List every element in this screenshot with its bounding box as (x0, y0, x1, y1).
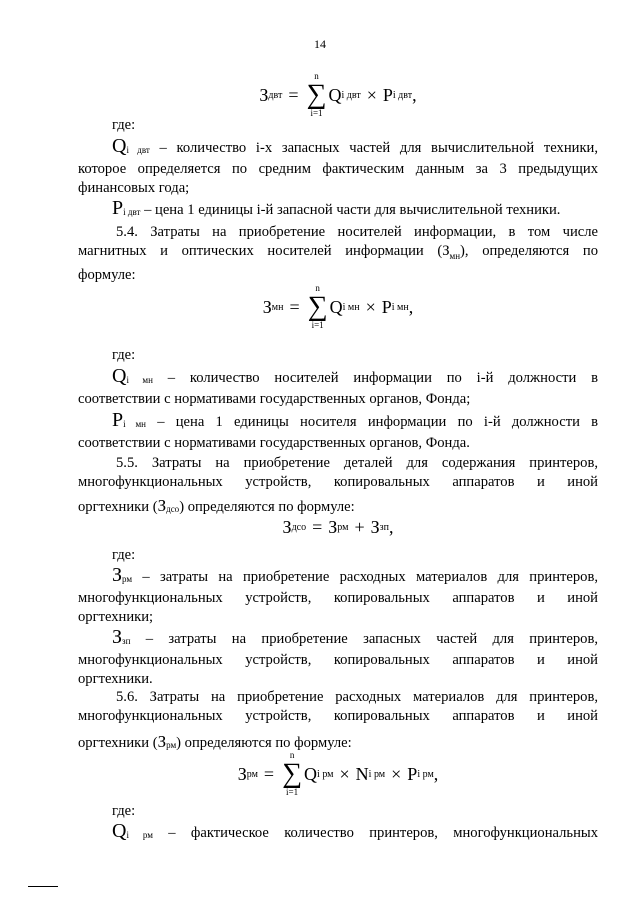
definition-q-dvt: $Q_{i двт}$ – количество i-х запасных частей для вычислительной техники, которое определяется по средним фактическим данным за 3 предыдущих финансовых года; (78, 135, 599, 196)
definition-p-dvt: $P_{i двт}$ – цена 1 единицы i-й запасной части для вычислительной техники. (112, 197, 561, 219)
definition-p-mn: $P_{i мн}$ – цена 1 единицы носителя информации по i-й должности в соответствии с нормативами государственных органов, Фонда. (78, 409, 598, 451)
formula-dso: З дсо = З рм + З зп , (282, 516, 394, 537)
footer-rule (28, 886, 58, 887)
page-number: 14 (314, 37, 326, 51)
formula-rm: З рм = n ∑ i=1 Q i рм × N i рм × P i рм , (237, 750, 439, 797)
sum-symbol: n ∑ i=1 (282, 750, 303, 797)
paragraph-5-4: 5.4. Затраты на приобретение носителей информации, в том числе магнитных и оптических носителей информации $(З_{мн})$, определяются по формуле: (78, 224, 598, 283)
where-label: где: (112, 547, 136, 563)
paragraph-5-6: 5.6. Затраты на приобретение расходных материалов для принтеров, многофункциональных устройств, копировальных аппаратов и иной оргтехники $(З_{рм})$ определяются по формуле: (78, 689, 598, 751)
sum-symbol: n ∑ i=1 (306, 71, 327, 118)
formula-mn: З мн = n ∑ i=1 Q i мн × P i мн , (262, 283, 414, 330)
where-label: где: (112, 803, 136, 819)
paragraph-5-5: 5.5. Затраты на приобретение деталей для содержания принтеров, многофункциональных устройств, копировальных аппаратов и иной оргтехники $(З_{дсо})$ определяются по формуле: (78, 455, 598, 515)
definition-q-mn: $Q_{i мн}$ – количество носителей информации по i-й должности в соответствии с нормативами государственных органов, Фонда; (78, 365, 598, 407)
where-label: где: (112, 347, 136, 363)
definition-z-zp: $З_{зп}$ – затраты на приобретение запасных частей для принтеров, многофункциональных устройств, копировальных аппаратов и иной оргтехники. (78, 626, 598, 687)
formula-dvt: З двт = n ∑ i=1 Q i двт × P i двт , (259, 71, 417, 118)
sum-symbol: n ∑ i=1 (307, 283, 328, 330)
definition-z-rm: $З_{рм}$ – затраты на приобретение расходных материалов для принтеров, многофункциональных устройств, копировальных аппаратов и иной оргтехники; (78, 564, 598, 625)
definition-q-rm: $Q_{i рм}$ – фактическое количество принтеров, многофункциональных (112, 820, 598, 842)
where-label: где: (112, 117, 136, 133)
